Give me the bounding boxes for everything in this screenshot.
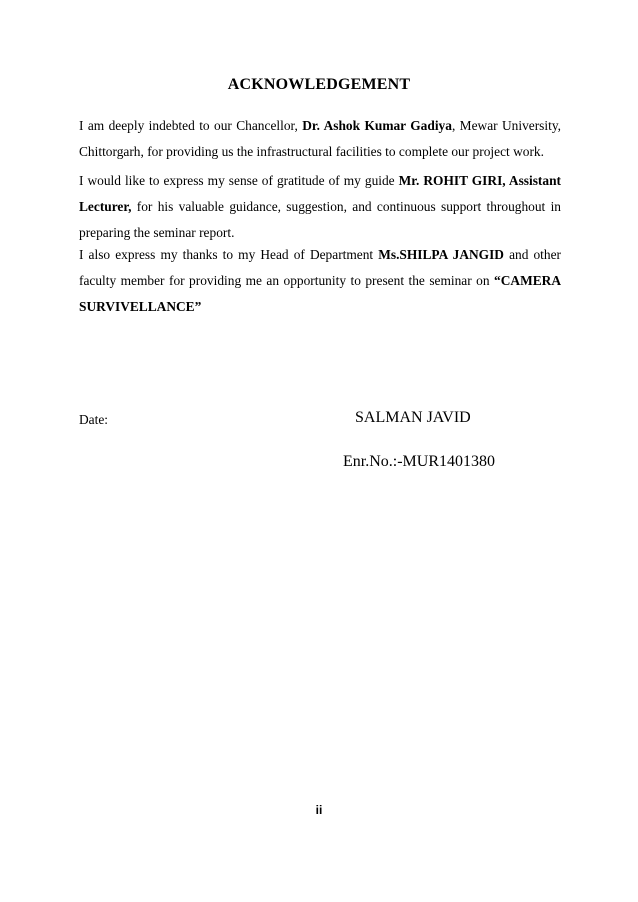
paragraph-text: I am deeply indebted to our Chancellor, — [79, 118, 303, 133]
seminar-topic: “CAMERA SURVIVELLANCE” — [79, 273, 561, 314]
paragraph-text: for his valuable guidance, suggestion, and continuous support throughout in preparing the seminar report. — [79, 199, 561, 240]
paragraph-guide — [79, 168, 561, 246]
chancellor-name: Dr. Ashok Kumar Gadiya — [302, 118, 452, 133]
paragraph-text: I also express my thanks to my Head of Department — [79, 247, 379, 262]
paragraph-text: I would like to express my sense of gratitude of my guide — [79, 173, 399, 188]
signature-name: SALMAN JAVID — [355, 409, 471, 426]
guide-name: Mr. ROHIT GIRI, Assistant Lecturer, — [79, 173, 561, 214]
page-number: ii — [315, 803, 323, 817]
page-title: ACKNOWLEDGEMENT — [227, 76, 411, 93]
paragraph-text: , Mewar University, Chittorgarh, for providing us the infrastructural facilities to complete our project work. — [79, 118, 562, 159]
enrollment-number: Enr.No.:-MUR1401380 — [343, 453, 495, 470]
hod-name: Ms.SHILPA JANGID — [378, 247, 504, 262]
date-label: Date: — [79, 412, 108, 427]
paragraph-hod — [79, 242, 561, 320]
paragraph-chancellor — [79, 113, 561, 165]
paragraph-text: and other faculty member for providing me an opportunity to present the seminar on — [79, 247, 561, 288]
